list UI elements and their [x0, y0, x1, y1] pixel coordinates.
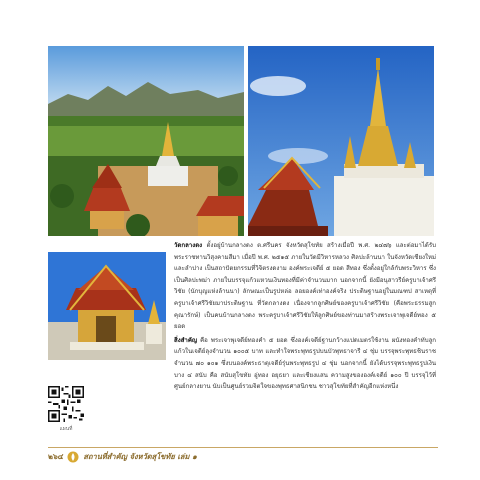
highlights-heading: สิ่งสำคัญ — [174, 336, 198, 344]
paragraph-highlights — [174, 335, 436, 393]
map-qr-code[interactable] — [48, 386, 84, 422]
page-footer — [48, 450, 438, 464]
paragraph-history — [174, 240, 436, 333]
lotus-emblem-icon — [67, 451, 79, 463]
paragraph-highlights-body: คือ พระเจาพุเจดีย์ทองคำ ๕ ยอด ซึ่งองค์เจดีย์ฐานกว้างแปดเมตรใช้งาน ผนังทองคำทับลูกแก้วในเจดีย์ลุงจำนวน ๑๐๐๕ บาท และทำใจพระพุทธรูปบนบัวพุทธาจารี ๔ ชุ่ม บรรจุพระพุทธชินราช จำนวน ๗๐ ๑๐๑ ซึ่งบนองค์พระธาตุเจดีย์รุ่นพระพุทธรูป ๔ ชุ่ม นอกจากนี้ ยังได้บรรจุพระพุทธรูปเงินบาง ๔ สนับ คือ สนับสุโขทัย อู่ทอง อยุธยา และเชียงแสน ความสูงขององค์เจดีย์ ๑๐๐ ปี บรรจุไว้ที่ศูนย์กลางยาน นับเป็นศูนย์รวมจิตใจของพุทธศาสนิกชน ชาวสุโขทัยที่สำคัญอีกแห่งหนึ่ง — [174, 336, 436, 391]
aerial-temple-photo — [48, 46, 244, 236]
temple-name-heading: วัดกลางดง — [174, 242, 203, 249]
book-title: สถานที่สำคัญ จังหวัดสุโขทัย เล่ม ๑ — [83, 452, 197, 461]
page-number: ๒๖๔ — [48, 452, 64, 461]
qr-caption: แผนที่ — [59, 426, 73, 432]
paragraph-history-body: ตั้งอยู่บ้านกลางดง ต.ศรีนคร จังหวัดสุโขทัย สร้างเมื่อปี พ.ศ. ๒๔๗๖ และต่อมาได้รับพระราชทานวิสุงคามสีมา เมื่อปี พ.ศ. ๒๕๑๕ ภายในวัดมีวิหารหลวง ศิลปะล้านนา ในจังหวัดเชียงใหม่ และลำปาง เป็นสถาปัตยกรรมที่วิจิตรงดงาม องค์พระเจดีย์ ๕ ยอด สีทอง ซึ่งตั้งอยู่ใกล้กับพระวิหาร ซึ่งเป็นศิลปะพม่า ภายในบรรจุแก้วแหวนเงินทองที่มีค่าจำนวนมาก นอกจากนี้ ยังมีอนุสาวรีย์ครูบาเจ้าศรีวิชัย (นักบุญแห่งล้านนา) ลักษณะเป็นรูปหล่อ ลอยองค์เท่าองค์จริง ประดิษฐานอยู่ในมณฑป สาเหตุที่ครูบาเจ้าศรีวิชัยมาประดิษฐาน ที่วัดกลางดง เนื่องจากลูกศิษย์ของครูบาเจ้าศรีวิชัย (คือพระธรรมสูก คุณารักษ์) เป็นคนบ้านกลางดง พระครูบาเจ้าศรีวิชัยให้ลูกศิษย์ของท่านมาสร้างพระเจาพุเจดีย์ทอง ๕ ยอด — [174, 242, 436, 331]
golden-stupa-photo — [248, 46, 434, 236]
article-text — [174, 240, 436, 393]
lanna-pavilion-photo — [48, 252, 166, 360]
footer-divider — [48, 447, 438, 448]
